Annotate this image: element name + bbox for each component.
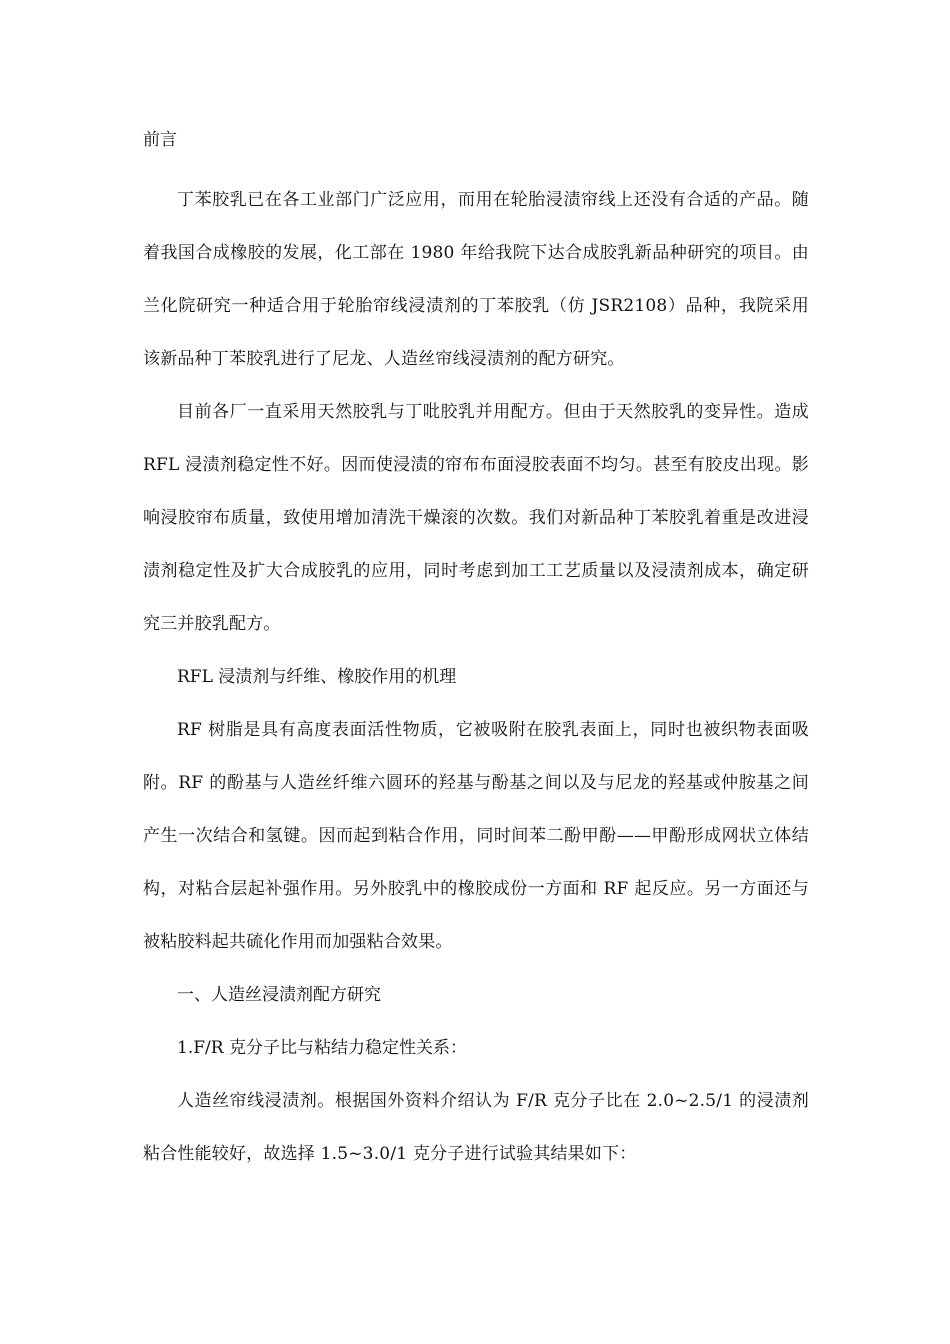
subsection-heading: 1.F/R 克分子比与粘结力稳定性关系：: [177, 1038, 467, 1058]
document-title: 前言: [143, 130, 177, 150]
document-body: [143, 122, 809, 1181]
mechanism-heading: RFL 浸渍剂与纤维、橡胶作用的机理: [177, 667, 457, 687]
subsection-paragraph: 人造丝帘线浸渍剂。根据国外资料介绍认为 F/R 克分子比在 2.0~2.5/1 的浸渍剂粘合性能较好，故选择 1.5~3.0/1 克分子进行试验其结果如下：: [143, 1091, 809, 1164]
intro-paragraph-2: 目前各厂一直采用天然胶乳与丁吡胶乳并用配方。但由于天然胶乳的变异性。造成 RFL 浸渍剂稳定性不好。因而使浸渍的帘布布面浸胶表面不均匀。甚至有胶皮出现。影响浸胶帘布质量，致使用增加清洗干燥滚的次数。我们对新品种丁苯胶乳着重是改进浸渍剂稳定性及扩大合成胶乳的应用，同时考虑到加工工艺质量以及浸渍剂成本，确定研究三并胶乳配方。: [143, 402, 809, 634]
section-one-heading: 一、人造丝浸渍剂配方研究: [177, 985, 381, 1005]
mechanism-paragraph: RF 树脂是具有高度表面活性物质，它被吸附在胶乳表面上，同时也被织物表面吸附。RF 的酚基与人造丝纤维六圆环的羟基与酚基之间以及与尼龙的羟基或仲胺基之间产生一次结合和氢键。因而起到粘合作用，同时间苯二酚甲酚——甲酚形成网状立体结构，对粘合层起补强作用。另外胶乳中的橡胶成份一方面和 RF 起反应。另一方面还与被粘胶料起共硫化作用而加强粘合效果。: [143, 720, 809, 952]
intro-paragraph-1: 丁苯胶乳已在各工业部门广泛应用，而用在轮胎浸渍帘线上还没有合适的产品。随着我国合成橡胶的发展，化工部在 1980 年给我院下达合成胶乳新品种研究的项目。由兰化院研究一种适合用于轮胎帘线浸渍剂的丁苯胶乳（仿 JSR2108）品种，我院采用该新品种丁苯胶乳进行了尼龙、人造丝帘线浸渍剂的配方研究。: [143, 190, 809, 369]
